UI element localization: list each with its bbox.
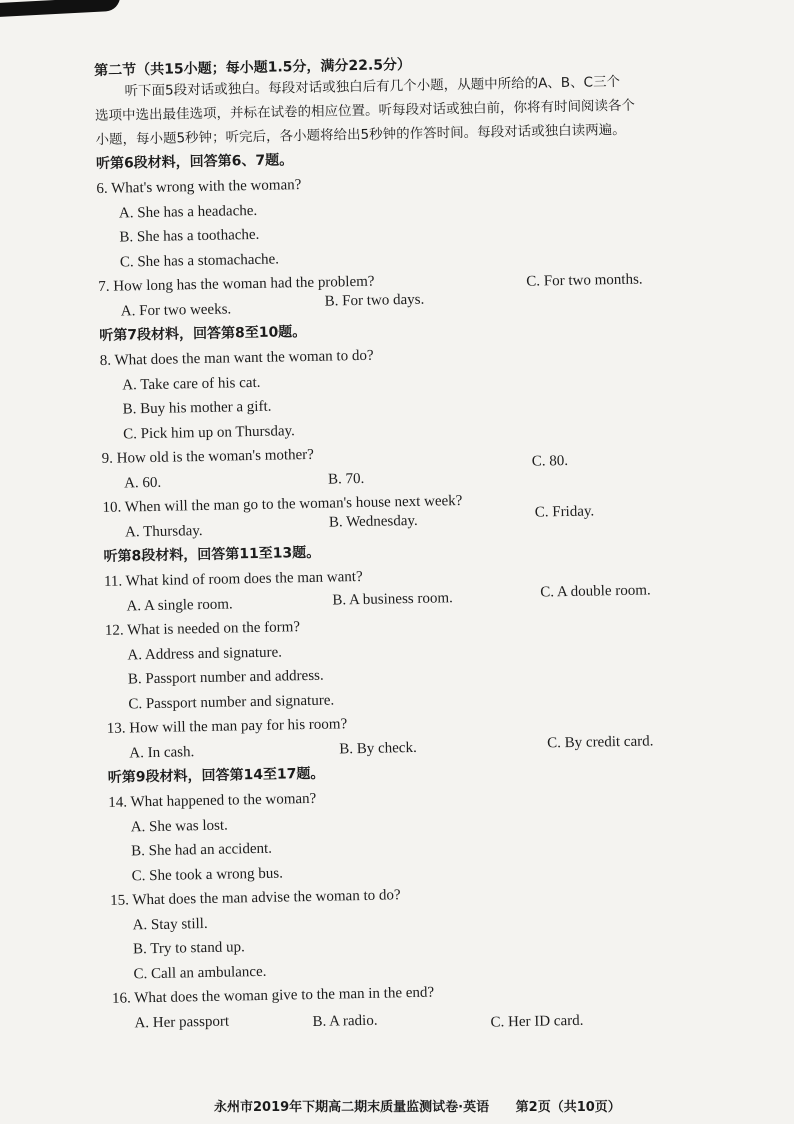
question-12-stem: 12. What is needed on the form? xyxy=(104,619,301,639)
question-11-option-b: B. A business room. xyxy=(332,589,453,609)
question-12-option-c: C. Passport number and signature. xyxy=(128,692,335,712)
material-heading-7: 听第7段材料，回答第8至10题。 xyxy=(99,323,307,344)
question-14-option-c: C. She took a wrong bus. xyxy=(131,865,284,884)
question-11-option-c: C. A double room. xyxy=(540,581,651,601)
question-6-option-a: A. She has a headache. xyxy=(118,202,258,222)
question-14-option-a: A. She was lost. xyxy=(130,817,228,835)
question-9-option-b: B. 70. xyxy=(327,470,365,488)
question-10-option-c: C. Friday. xyxy=(534,502,595,521)
question-9-option-a: A. 60. xyxy=(123,474,162,491)
question-12-option-b: B. Passport number and address. xyxy=(127,667,324,688)
material-heading-8: 听第8段材料，回答第11至13题。 xyxy=(103,544,321,565)
section-title: 第二节（共15小题；每小题1.5分，满分22.5分） xyxy=(94,56,412,79)
exam-page xyxy=(94,48,753,1070)
scan-edge-shadow xyxy=(0,0,120,17)
question-13-option-c: C. By credit card. xyxy=(547,732,654,751)
question-6-option-b: B. She has a toothache. xyxy=(119,226,260,246)
question-16-option-c: C. Her ID card. xyxy=(490,1012,584,1031)
question-7-option-b: B. For two days. xyxy=(324,291,425,310)
question-16-option-b: B. A radio. xyxy=(312,1012,378,1030)
question-8-option-c: C. Pick him up on Thursday. xyxy=(123,422,295,443)
question-15-option-a: A. Stay still. xyxy=(132,915,208,933)
question-6-stem: 6. What's wrong with the woman? xyxy=(96,177,302,197)
question-8-option-a: A. Take care of his cat. xyxy=(122,374,261,394)
question-16-option-a: A. Her passport xyxy=(134,1013,230,1031)
question-8-option-b: B. Buy his mother a gift. xyxy=(122,398,272,418)
question-8-stem: 8. What does the man want the woman to do? xyxy=(99,347,374,369)
question-15-stem: 15. What does the man advise the woman to do? xyxy=(109,887,401,909)
instruction-line-1: 听下面5段对话或独白。每段对话或独白后有几个小题，从题中所给的A、B、C三个 xyxy=(124,73,621,100)
question-16-stem: 16. What does the woman give to the man in the end? xyxy=(111,984,435,1007)
question-13-stem: 13. How will the man pay for his room? xyxy=(106,716,348,737)
question-14-stem: 14. What happened to the woman? xyxy=(108,790,317,811)
instruction-line-2: 选项中选出最佳选项，并标在试卷的相应位置。听每段对话或独白前，你将有时间阅读各个 xyxy=(94,97,636,124)
question-10-option-b: B. Wednesday. xyxy=(328,512,418,531)
section-instructions xyxy=(94,68,735,152)
question-7-option-c: C. For two months. xyxy=(526,271,643,290)
instruction-line-3: 小题，每小题5秒钟；听完后，各小题将给出5秒钟的作答时间。每段对话或独白读两遍。 xyxy=(95,121,626,148)
question-15-option-c: C. Call an ambulance. xyxy=(133,963,267,982)
question-9-option-c: C. 80. xyxy=(531,452,569,470)
question-15-option-b: B. Try to stand up. xyxy=(132,939,245,958)
question-7-stem: 7. How long has the woman had the problem? xyxy=(98,273,375,295)
question-12-option-a: A. Address and signature. xyxy=(127,644,283,663)
question-10-option-a: A. Thursday. xyxy=(124,522,203,540)
material-heading-9: 听第9段材料，回答第14至17题。 xyxy=(107,765,325,786)
question-13-option-b: B. By check. xyxy=(339,739,417,757)
material-heading-6: 听第6段材料，回答第6、7题。 xyxy=(95,152,294,172)
exam-title: 永州市2019年下期高二期末质量监测试卷·英语 xyxy=(214,1100,490,1115)
question-6-option-c: C. She has a stomachache. xyxy=(119,250,280,271)
question-13-option-a: A. In cash. xyxy=(129,743,195,761)
question-9-stem: 9. How old is the woman's mother? xyxy=(101,446,315,467)
question-11-stem: 11. What kind of room does the man want? xyxy=(103,568,363,590)
question-7-option-a: A. For two weeks. xyxy=(120,300,232,320)
question-14-option-b: B. She had an accident. xyxy=(131,840,273,860)
page-footer xyxy=(214,1096,694,1115)
page-number: 第2页（共10页） xyxy=(515,1100,621,1115)
question-10-stem: 10. When will the man go to the woman's house next week? xyxy=(102,493,463,516)
question-11-option-a: A. A single room. xyxy=(126,595,233,614)
